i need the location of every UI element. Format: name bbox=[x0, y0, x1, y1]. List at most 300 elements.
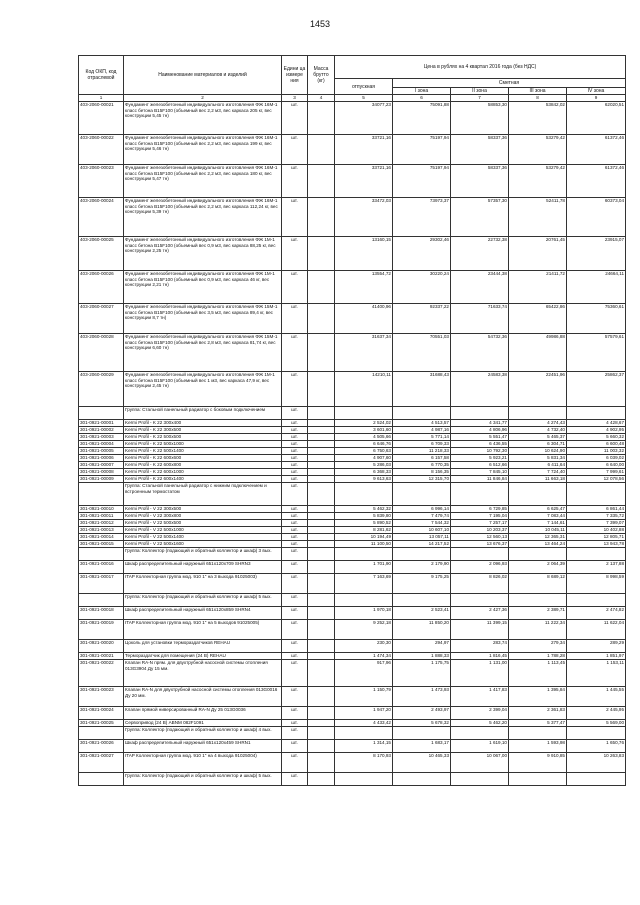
price-cell: 9 910,85 bbox=[509, 753, 567, 773]
table-row bbox=[79, 469, 626, 476]
price-cell: 7 257,17 bbox=[451, 520, 509, 527]
table-row bbox=[79, 448, 626, 455]
table-row bbox=[79, 304, 626, 334]
table-row bbox=[79, 455, 626, 462]
table-row bbox=[79, 198, 626, 237]
name-cell: Kermi Profil - K 22 300x500 bbox=[124, 427, 282, 434]
price-cell: 8 281,62 bbox=[335, 527, 393, 534]
price-cell: 2 179,90 bbox=[393, 561, 451, 574]
unit-cell: шт. bbox=[282, 620, 308, 640]
price-cell: 5 551,47 bbox=[451, 434, 509, 441]
price-cell: 4 806,96 bbox=[451, 427, 509, 434]
price-cell: 2 137,88 bbox=[567, 561, 626, 574]
unit-cell: шт. bbox=[282, 727, 308, 740]
mass-cell bbox=[308, 541, 335, 548]
code-cell: 301-0921-00024 bbox=[79, 707, 124, 720]
mass-cell bbox=[308, 455, 335, 462]
price-cell: 7 163,69 bbox=[335, 574, 393, 594]
table-row bbox=[79, 372, 626, 407]
price-cell bbox=[335, 483, 393, 506]
price-cell bbox=[335, 407, 393, 420]
price-cell: 2 361,83 bbox=[509, 707, 567, 720]
price-cell: 7 544,32 bbox=[393, 520, 451, 527]
name-cell: Фундамент железобетонный индивидуального изготовления ФЖ 1М-1 класс бетона В15F100 (объемный вес 1 м3, вес каркаса 47,9 кг, вес конструкции 2,45 тн) bbox=[124, 372, 282, 407]
price-cell: 8 689,12 bbox=[509, 574, 567, 594]
mass-cell bbox=[308, 660, 335, 687]
table-row bbox=[79, 434, 626, 441]
name-cell: Фундамент железобетонный индивидуального изготовления ФЖ 1М-1 класс бетона В15F100 (объемный вес 0,9 м3, вес каркаса 46 кг, вес конструкции 2,21 тн) bbox=[124, 271, 282, 304]
unit-cell: шт. bbox=[282, 135, 308, 165]
table-row bbox=[79, 753, 626, 773]
price-cell bbox=[335, 773, 393, 786]
price-cell: 6 709,33 bbox=[393, 441, 451, 448]
mass-cell bbox=[308, 727, 335, 740]
mass-cell bbox=[308, 407, 335, 420]
code-cell: 301-0921-00017 bbox=[79, 574, 124, 594]
table-row bbox=[79, 520, 626, 527]
price-cell: 1 473,93 bbox=[393, 687, 451, 707]
table-row bbox=[79, 506, 626, 513]
price-cell: 13 943,78 bbox=[567, 541, 626, 548]
price-cell bbox=[567, 407, 626, 420]
price-cell: 1 683,17 bbox=[393, 740, 451, 753]
table-row bbox=[79, 561, 626, 574]
unit-cell: шт. bbox=[282, 740, 308, 753]
price-cell: 58853,30 bbox=[451, 102, 509, 135]
price-cell: 10 194,49 bbox=[335, 534, 393, 541]
name-cell: Фундамент железобетонный индивидуального изготовления ФЖ 16М-1 класс бетона В15F100 (объемный вес 2,2 м3, вес каркаса 112,24 кг, вес конструкции 5,39 тн) bbox=[124, 198, 282, 237]
unit-cell: шт. bbox=[282, 455, 308, 462]
unit-cell: шт. bbox=[282, 574, 308, 594]
price-cell: 11 218,33 bbox=[393, 448, 451, 455]
price-cell: 283,74 bbox=[451, 640, 509, 653]
code-cell: 403-2060-00026 bbox=[79, 271, 124, 304]
name-cell: Kermi Profil - V 22 500x1000 bbox=[124, 527, 282, 534]
mass-cell bbox=[308, 372, 335, 407]
price-cell: 8 156,35 bbox=[393, 469, 451, 476]
header-code: Код ОКП, код отраслевой bbox=[79, 56, 124, 95]
name-cell: Фундамент железобетонный индивидуального изготовления ФЖ 16М-1 класс бетона В15F100 (объемный вес 2,2 м3, вес каркаса 199 кг, вес конструкции 5,46 тн) bbox=[124, 135, 282, 165]
price-cell: 4 433,42 bbox=[335, 720, 393, 727]
code-cell: 301-0921-00018 bbox=[79, 607, 124, 620]
price-cell: 8 998,59 bbox=[567, 574, 626, 594]
group-row bbox=[79, 773, 626, 786]
name-cell: ITAP Коллекторная группа мод. 910 1" на 3 выхода 91025003) bbox=[124, 574, 282, 594]
price-cell: 2 493,97 bbox=[393, 707, 451, 720]
table-row bbox=[79, 653, 626, 660]
price-cell: 11 100,50 bbox=[335, 541, 393, 548]
price-cell: 1 150,79 bbox=[335, 687, 393, 707]
price-cell: 4 505,66 bbox=[335, 434, 393, 441]
price-cell bbox=[509, 483, 567, 506]
unit-cell: шт. bbox=[282, 707, 308, 720]
price-cell: 4 341,77 bbox=[451, 420, 509, 427]
mass-cell bbox=[308, 462, 335, 469]
name-cell: Фундамент железобетонный индивидуального изготовления ФЖ 1М-1 класс бетона В15F100 (объемный вес 0,9 м3, вес каркаса 88,25 кг, вес конструкции 2,25 тн) bbox=[124, 237, 282, 271]
mass-cell bbox=[308, 574, 335, 594]
price-cell: 13 057,11 bbox=[393, 534, 451, 541]
price-cell bbox=[393, 407, 451, 420]
code-cell: 301-0921-00027 bbox=[79, 753, 124, 773]
code-cell: 301-0921-00001 bbox=[79, 420, 124, 427]
price-cell: 13 676,37 bbox=[451, 541, 509, 548]
price-cell: 5 569,00 bbox=[567, 720, 626, 727]
price-cell: 279,34 bbox=[509, 640, 567, 653]
price-cell: 11 222,34 bbox=[509, 620, 567, 640]
price-cell: 30220,24 bbox=[393, 271, 451, 304]
header-zone-1: I зона bbox=[393, 88, 451, 95]
price-cell: 1 788,28 bbox=[509, 653, 567, 660]
table-row bbox=[79, 135, 626, 165]
price-cell: 75197,94 bbox=[393, 135, 451, 165]
table-row bbox=[79, 534, 626, 541]
price-cell: 10 607,10 bbox=[393, 527, 451, 534]
price-cell: 9 175,25 bbox=[393, 574, 451, 594]
header-zone-3: III зона bbox=[509, 88, 567, 95]
price-cell: 4 902,95 bbox=[567, 427, 626, 434]
col-number: 6 bbox=[393, 95, 451, 102]
table-row bbox=[79, 462, 626, 469]
price-cell: 1 417,83 bbox=[451, 687, 509, 707]
price-cell: 12 315,70 bbox=[393, 476, 451, 483]
unit-cell: шт. bbox=[282, 660, 308, 687]
price-cell bbox=[567, 594, 626, 607]
price-cell: 2 389,71 bbox=[509, 607, 567, 620]
price-cell: 13554,72 bbox=[335, 271, 393, 304]
price-cell: 2 524,02 bbox=[335, 420, 393, 427]
col-number: 7 bbox=[451, 95, 509, 102]
price-cell: 7 724,40 bbox=[509, 469, 567, 476]
price-cell bbox=[509, 727, 567, 740]
price-cell: 289,29 bbox=[567, 640, 626, 653]
price-cell: 10 203,37 bbox=[451, 527, 509, 534]
price-cell: 61372,46 bbox=[567, 135, 626, 165]
price-cell: 230,30 bbox=[335, 640, 393, 653]
price-cell: 10 263,83 bbox=[567, 753, 626, 773]
price-cell: 61372,46 bbox=[567, 165, 626, 198]
price-cell: 10 465,33 bbox=[393, 753, 451, 773]
price-cell: 2 096,93 bbox=[451, 561, 509, 574]
code-cell: 301-0921-00010 bbox=[79, 506, 124, 513]
price-cell: 6 411,64 bbox=[509, 462, 567, 469]
unit-cell: шт. bbox=[282, 198, 308, 237]
price-cell bbox=[451, 483, 509, 506]
unit-cell: шт. bbox=[282, 462, 308, 469]
price-cell: 6 600,48 bbox=[567, 441, 626, 448]
page-number: 1453 bbox=[309, 19, 331, 29]
code-cell bbox=[79, 594, 124, 607]
group-name: Группа: Коллектор (подающий и обратный коллектор и шкаф) 3 вых. bbox=[124, 548, 282, 561]
code-cell: 301-0921-00015 bbox=[79, 541, 124, 548]
price-cell: 14210,11 bbox=[335, 372, 393, 407]
price-cell: 57357,30 bbox=[451, 198, 509, 237]
name-cell: Kermi Profil - K 22 600x1000 bbox=[124, 469, 282, 476]
price-cell: 8 826,02 bbox=[451, 574, 509, 594]
price-cell: 2 445,95 bbox=[567, 707, 626, 720]
price-cell: 57579,61 bbox=[567, 334, 626, 372]
group-name: Группа: Стальной панельный радиатор с нижним подключением и встроенным термостатом bbox=[124, 483, 282, 506]
price-cell: 29302,46 bbox=[393, 237, 451, 271]
price-cell: 1 131,00 bbox=[451, 660, 509, 687]
price-cell: 10 402,88 bbox=[567, 527, 626, 534]
code-cell: 301-0921-00009 bbox=[79, 476, 124, 483]
price-cell: 1 395,84 bbox=[509, 687, 567, 707]
unit-cell: шт. bbox=[282, 420, 308, 427]
code-cell bbox=[79, 548, 124, 561]
mass-cell bbox=[308, 334, 335, 372]
table-row bbox=[79, 476, 626, 483]
price-cell: 14 217,52 bbox=[393, 541, 451, 548]
price-cell: 7 999,61 bbox=[567, 469, 626, 476]
name-cell: Фундамент железобетонный индивидуального изготовления ФЖ 16М-1 класс бетона В15F100 (объемный вес 2,2 м3, вес каркаса 180 кг, вес конструкции 5,47 тн) bbox=[124, 165, 282, 198]
price-cell: 2 064,39 bbox=[509, 561, 567, 574]
code-cell: 403-2060-00027 bbox=[79, 304, 124, 334]
price-cell: 65422,86 bbox=[509, 304, 567, 334]
name-cell: Kermi Profil - K 22 600x600 bbox=[124, 455, 282, 462]
code-cell bbox=[79, 407, 124, 420]
price-cell: 6 368,33 bbox=[335, 469, 393, 476]
name-cell: Kermi Profil - K 22 600x1400 bbox=[124, 476, 282, 483]
unit-cell: шт. bbox=[282, 527, 308, 534]
header-zone-4: IV зона bbox=[567, 88, 626, 95]
price-cell: 5 660,32 bbox=[567, 434, 626, 441]
price-cell: 11 399,15 bbox=[451, 620, 509, 640]
code-cell: 403-2060-00023 bbox=[79, 165, 124, 198]
price-cell: 58337,36 bbox=[451, 135, 509, 165]
unit-cell: шт. bbox=[282, 334, 308, 372]
price-cell: 24583,38 bbox=[451, 372, 509, 407]
code-cell: 301-0921-00002 bbox=[79, 427, 124, 434]
price-cell: 5 286,03 bbox=[335, 462, 393, 469]
price-cell: 6 512,66 bbox=[451, 462, 509, 469]
price-cell bbox=[393, 727, 451, 740]
mass-cell bbox=[308, 753, 335, 773]
code-cell bbox=[79, 727, 124, 740]
name-cell: Фундамент железобетонный индивидуального изготовления ФЖ 15М-1 класс бетона В15F100 (объемный вес 2,8 м3, вес каркаса 81,74 кг, вес конструкции 6,60 тн) bbox=[124, 334, 282, 372]
table-row bbox=[79, 102, 626, 135]
price-cell: 33472,03 bbox=[335, 198, 393, 237]
price-cell: 8 170,93 bbox=[335, 753, 393, 773]
price-cell: 5 377,47 bbox=[509, 720, 567, 727]
unit-cell: шт. bbox=[282, 653, 308, 660]
code-cell: 301-0921-00023 bbox=[79, 687, 124, 707]
mass-cell bbox=[308, 527, 335, 534]
price-cell: 33721,16 bbox=[335, 135, 393, 165]
price-cell: 11 003,32 bbox=[567, 448, 626, 455]
price-cell: 6 861,44 bbox=[567, 506, 626, 513]
unit-cell: шт. bbox=[282, 441, 308, 448]
name-cell: Термораздатчик для помещения (24 В) REHAU bbox=[124, 653, 282, 660]
price-cell: 6 304,71 bbox=[509, 441, 567, 448]
unit-cell: шт. bbox=[282, 476, 308, 483]
mass-cell bbox=[308, 620, 335, 640]
mass-cell bbox=[308, 448, 335, 455]
group-row bbox=[79, 548, 626, 561]
unit-cell: шт. bbox=[282, 271, 308, 304]
price-cell: 6 039,02 bbox=[567, 455, 626, 462]
price-cell: 6 640,00 bbox=[567, 462, 626, 469]
price-cell bbox=[567, 548, 626, 561]
price-cell: 92337,22 bbox=[393, 304, 451, 334]
price-cell: 53279,42 bbox=[509, 135, 567, 165]
mass-cell bbox=[308, 640, 335, 653]
price-cell: 5 462,20 bbox=[451, 720, 509, 727]
price-cell: 4 987,16 bbox=[393, 427, 451, 434]
unit-cell: шт. bbox=[282, 720, 308, 727]
name-cell: Шкаф распределительный наружный 651x120x859 SHRN4 bbox=[124, 607, 282, 620]
group-row bbox=[79, 483, 626, 506]
code-cell: 301-0921-00013 bbox=[79, 527, 124, 534]
price-cell: 1 619,10 bbox=[451, 740, 509, 753]
price-cell bbox=[451, 727, 509, 740]
price-cell: 23444,38 bbox=[451, 271, 509, 304]
table-row bbox=[79, 237, 626, 271]
code-cell: 301-0921-00019 bbox=[79, 620, 124, 640]
unit-cell: шт. bbox=[282, 513, 308, 520]
group-row bbox=[79, 407, 626, 420]
table-row bbox=[79, 513, 626, 520]
col-number: 1 bbox=[79, 95, 124, 102]
price-cell bbox=[393, 594, 451, 607]
name-cell: Клапан прямой ниверсированный RA-N Ду 25 013G0036 bbox=[124, 707, 282, 720]
col-number: 2 bbox=[124, 95, 282, 102]
mass-cell bbox=[308, 607, 335, 620]
name-cell: Цоколь для установки термораздатчиков REHAU bbox=[124, 640, 282, 653]
price-cell: 1 947,20 bbox=[335, 707, 393, 720]
unit-cell: шт. bbox=[282, 448, 308, 455]
code-cell: 301-0921-00021 bbox=[79, 653, 124, 660]
price-cell: 11 850,20 bbox=[393, 620, 451, 640]
price-cell: 70551,03 bbox=[393, 334, 451, 372]
price-cell: 1 153,11 bbox=[567, 660, 626, 687]
table-row bbox=[79, 740, 626, 753]
name-cell: Kermi Profil - V 22 500x1600 bbox=[124, 541, 282, 548]
price-cell bbox=[393, 483, 451, 506]
unit-cell: шт. bbox=[282, 640, 308, 653]
price-cell: 9 252,18 bbox=[335, 620, 393, 640]
unit-cell: шт. bbox=[282, 434, 308, 441]
table-row bbox=[79, 640, 626, 653]
price-cell: 2 427,36 bbox=[451, 607, 509, 620]
group-name: Группа: Коллектор (подающий и обратный коллектор и шкаф) 5 вых. bbox=[124, 594, 282, 607]
header-otpusk: отпускная bbox=[335, 79, 393, 95]
price-cell: 5 678,32 bbox=[393, 720, 451, 727]
name-cell: Сервопривод (24 В) ABNM 082F1091 bbox=[124, 720, 282, 727]
mass-cell bbox=[308, 561, 335, 574]
price-cell: 10 792,30 bbox=[451, 448, 509, 455]
price-cell: 31688,43 bbox=[393, 372, 451, 407]
mass-cell bbox=[308, 271, 335, 304]
price-cell: 10 624,90 bbox=[509, 448, 567, 455]
header-price-title: Цена в рублях на 4 квартал 2016 года (без НДС) bbox=[335, 56, 626, 79]
price-cell: 4 428,67 bbox=[567, 420, 626, 427]
price-cell: 4 907,60 bbox=[335, 455, 393, 462]
mass-cell bbox=[308, 548, 335, 561]
unit-cell: шт. bbox=[282, 469, 308, 476]
unit-cell: шт. bbox=[282, 237, 308, 271]
table-row bbox=[79, 720, 626, 727]
name-cell: Клапан RA-N для двухтрубной насосной системы отопления 013G0016 Ду 20 мм. bbox=[124, 687, 282, 707]
mass-cell bbox=[308, 773, 335, 786]
price-table bbox=[78, 55, 626, 786]
price-cell: 6 996,14 bbox=[393, 506, 451, 513]
code-cell: 301-0921-00005 bbox=[79, 448, 124, 455]
price-cell: 9 613,63 bbox=[335, 476, 393, 483]
code-cell: 301-0921-00003 bbox=[79, 434, 124, 441]
price-cell bbox=[451, 407, 509, 420]
price-cell bbox=[393, 773, 451, 786]
price-cell: 4 274,43 bbox=[509, 420, 567, 427]
code-cell: 403-2060-00029 bbox=[79, 372, 124, 407]
price-cell: 52411,78 bbox=[509, 198, 567, 237]
group-name: Группа: Стальной панельный радиатор с боковым подключением bbox=[124, 407, 282, 420]
code-cell: 301-0921-00004 bbox=[79, 441, 124, 448]
price-cell: 75197,94 bbox=[393, 165, 451, 198]
mass-cell bbox=[308, 740, 335, 753]
price-cell: 294,97 bbox=[393, 640, 451, 653]
price-cell: 12 365,31 bbox=[509, 534, 567, 541]
price-cell: 34077,23 bbox=[335, 102, 393, 135]
mass-cell bbox=[308, 476, 335, 483]
mass-cell bbox=[308, 653, 335, 660]
price-cell: 75091,88 bbox=[393, 102, 451, 135]
price-cell: 917,96 bbox=[335, 660, 393, 687]
price-cell: 20761,45 bbox=[509, 237, 567, 271]
price-cell: 53279,42 bbox=[509, 165, 567, 198]
price-cell: 71633,74 bbox=[451, 304, 509, 334]
price-cell: 5 462,32 bbox=[335, 506, 393, 513]
code-cell: 301-0921-00022 bbox=[79, 660, 124, 687]
code-cell: 301-0921-00007 bbox=[79, 462, 124, 469]
mass-cell bbox=[308, 506, 335, 513]
unit-cell: шт. bbox=[282, 165, 308, 198]
price-cell: 31637,34 bbox=[335, 334, 393, 372]
unit-cell: шт. bbox=[282, 427, 308, 434]
unit-cell: шт. bbox=[282, 372, 308, 407]
price-cell: 5 923,21 bbox=[451, 455, 509, 462]
header-mass: Масса брутто (кг) bbox=[308, 56, 335, 95]
price-cell: 73973,37 bbox=[393, 198, 451, 237]
price-cell: 12 078,56 bbox=[567, 476, 626, 483]
price-cell: 1 474,34 bbox=[335, 653, 393, 660]
price-cell: 5 839,80 bbox=[335, 513, 393, 520]
table-row bbox=[79, 707, 626, 720]
code-cell: 403-2060-00022 bbox=[79, 135, 124, 165]
table-row bbox=[79, 607, 626, 620]
name-cell: Kermi Profil - K 22 500x1400 bbox=[124, 448, 282, 455]
name-cell: ITAP Коллекторная группа мод. 910 1" на 5 выходов 91025005) bbox=[124, 620, 282, 640]
price-cell: 1 175,75 bbox=[393, 660, 451, 687]
price-cell bbox=[567, 727, 626, 740]
code-cell: 301-0921-00025 bbox=[79, 720, 124, 727]
col-number: 5 bbox=[335, 95, 393, 102]
price-cell: 5 831,34 bbox=[509, 455, 567, 462]
unit-cell: шт. bbox=[282, 773, 308, 786]
price-cell: 7 083,44 bbox=[509, 513, 567, 520]
price-cell: 75360,61 bbox=[567, 304, 626, 334]
name-cell: Kermi Profil - K 22 500x500 bbox=[124, 434, 282, 441]
price-cell bbox=[335, 727, 393, 740]
price-cell: 23915,07 bbox=[567, 237, 626, 271]
table-row bbox=[79, 420, 626, 427]
unit-cell: шт. bbox=[282, 561, 308, 574]
name-cell: Фундамент железобетонный индивидуального изготовления ФЖ 16М-1 класс бетона В15F100 (объемный вес 2,2 м3, вес каркаса 205 кг, вес конструкции 5,45 тн) bbox=[124, 102, 282, 135]
mass-cell bbox=[308, 102, 335, 135]
price-cell: 24664,11 bbox=[567, 271, 626, 304]
unit-cell: шт. bbox=[282, 548, 308, 561]
unit-cell: шт. bbox=[282, 753, 308, 773]
table-row bbox=[79, 541, 626, 548]
